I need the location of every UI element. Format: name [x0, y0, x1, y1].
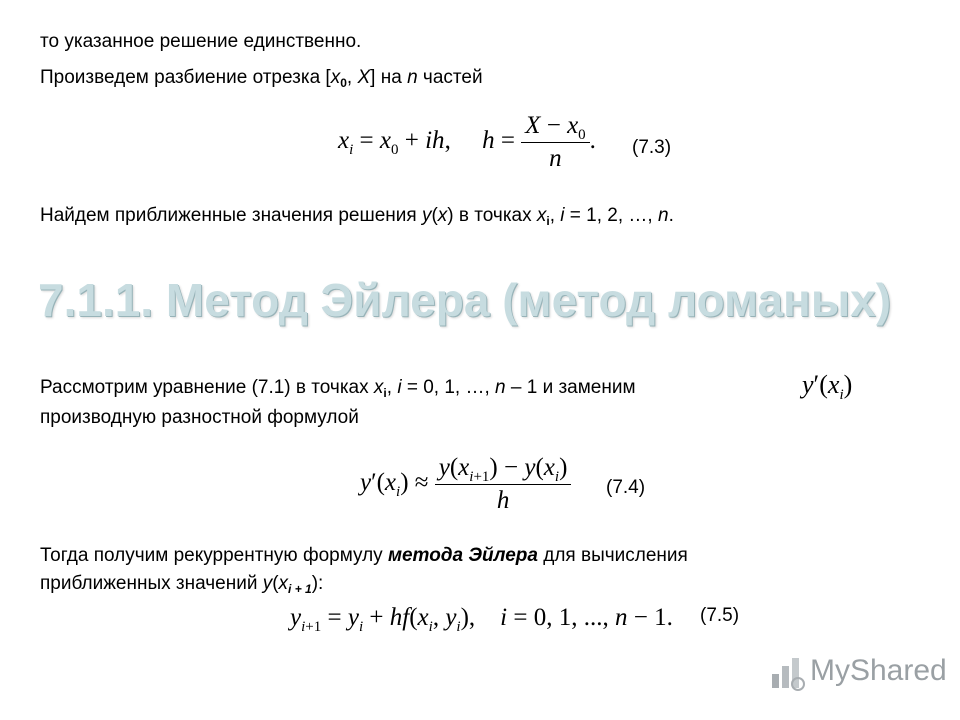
text-line-6 — [40, 544, 688, 568]
text-segment: . — [668, 205, 674, 226]
var-x: x — [437, 205, 448, 226]
var-y: y — [421, 205, 432, 226]
var-x: x — [330, 67, 341, 88]
text-segment: = 1, 2, …, — [564, 205, 658, 226]
subscript-i: i — [383, 386, 387, 400]
var-n: n — [658, 205, 669, 226]
text-segment: ): — [311, 573, 324, 594]
text-segment: ) в точках — [447, 205, 537, 226]
subscript-i: i — [546, 214, 550, 228]
equation-number-7-3: (7.3) — [632, 137, 672, 158]
text-segment: Тогда получим рекуррентную формулу — [40, 545, 388, 566]
section-heading: 7.1.1. Метод Эйлера (метод ломаных) — [38, 274, 892, 326]
text-segment: частей — [417, 67, 483, 88]
equation-number-7-5: (7.5) — [700, 605, 740, 626]
equation-number-7-4: (7.4) — [606, 477, 646, 498]
text-segment: приближенных значений — [40, 573, 263, 594]
text-line-2 — [40, 66, 483, 90]
text-line-7 — [40, 572, 323, 596]
text-line-4 — [40, 376, 636, 400]
text-segment: Рассмотрим уравнение (7.1) в точках — [40, 377, 374, 398]
text-segment: ( — [272, 573, 279, 594]
var-X: X — [357, 67, 371, 88]
text-segment: для вычисления — [537, 545, 688, 566]
var-y: y — [262, 573, 273, 594]
text-line-3 — [40, 204, 674, 228]
var-x: x — [536, 205, 547, 226]
text-segment: = 0, 1, …, — [401, 377, 496, 398]
text-segment: ] на — [370, 67, 408, 88]
formula-7-3: $x_i = x_0$ + ih, h = $\frac{X - x_0}{n}$ . — [338, 112, 596, 172]
subscript-i-plus-1: i + 1 — [288, 582, 312, 596]
text-segment: , — [386, 377, 398, 398]
subscript-zero: 0 — [340, 76, 347, 90]
text-line-5 — [40, 406, 359, 430]
watermark-text: MyShared — [810, 654, 947, 687]
emphasized-term: метода Эйлера — [387, 545, 538, 566]
formula-7-4: $y'(x_i)$ ≈ $\frac{y(x_{i+1}) - y(x_i)}{h}$ — [360, 452, 571, 517]
text-segment: Произведем разбиение отрезка [ — [40, 67, 331, 88]
var-i: i — [560, 205, 565, 226]
paragraph-5: производную разностной формулой — [40, 407, 359, 428]
formula-derivative-inline: $y'(x_i)$ — [802, 370, 853, 403]
text-segment: Найдем приближенные значения решения — [40, 205, 422, 226]
text-segment: ( — [431, 205, 438, 226]
var-x: x — [278, 573, 289, 594]
formula-7-5: $y_{i+1} = y_i + hf(x_i$, $y_i$), i = 0, 1, ..., n − 1. — [290, 604, 673, 635]
mysharedlive-logo-icon — [768, 654, 808, 694]
var-x: x — [373, 377, 384, 398]
text-line-1 — [40, 30, 361, 54]
paragraph-1: то указанное решение единственно. — [40, 31, 362, 52]
text-segment: , — [346, 67, 358, 88]
text-segment: , — [549, 205, 561, 226]
var-n: n — [407, 67, 418, 88]
var-i: i — [397, 377, 402, 398]
var-n: n — [495, 377, 506, 398]
watermark — [768, 652, 948, 696]
text-segment: – 1 и заменим — [505, 377, 636, 398]
